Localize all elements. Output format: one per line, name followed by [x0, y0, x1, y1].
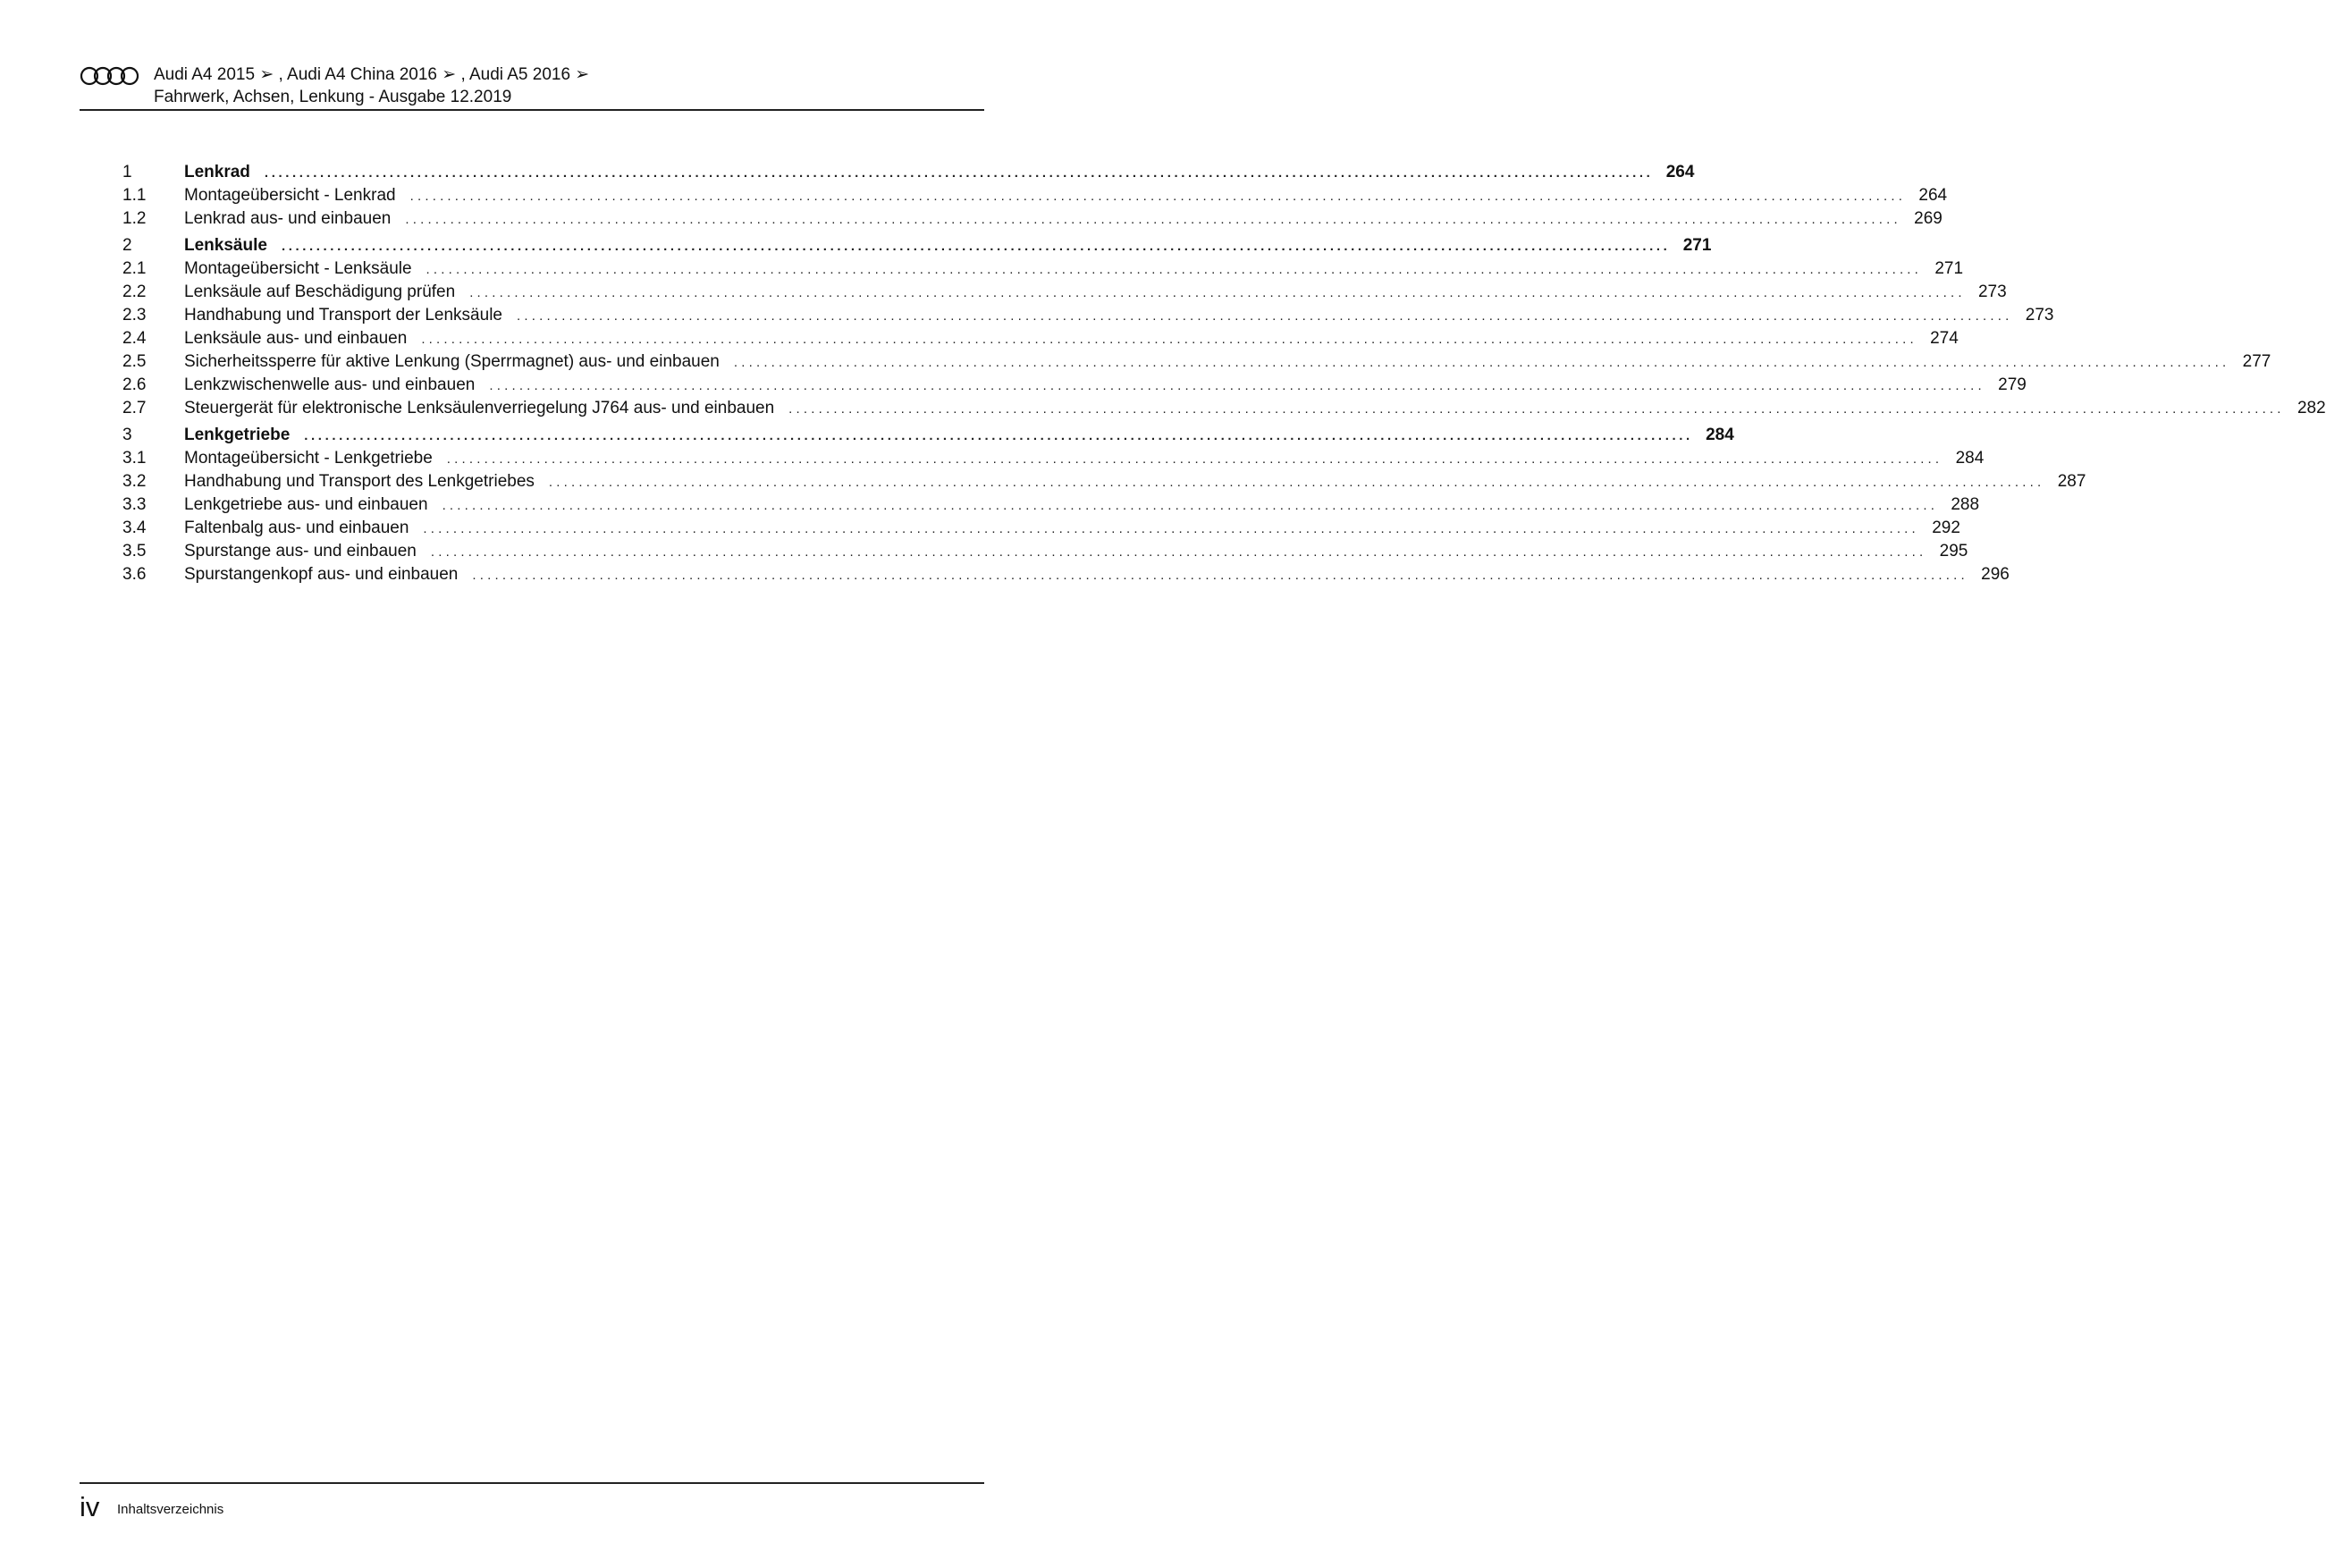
toc-dot-leader: ........................................................................................................................................................................................................ [733, 355, 2230, 370]
audi-four-rings-icon [80, 66, 140, 86]
toc-entry-line [184, 563, 2010, 587]
toc-entry-page[interactable]: 284 [1955, 449, 1985, 468]
toc-entry-number: 3.5 [122, 542, 147, 561]
toc-entry-page[interactable]: 273 [2025, 306, 2054, 325]
toc-entry-page[interactable]: 277 [2242, 352, 2271, 371]
toc-section-row[interactable] [122, 350, 2271, 374]
toc-section-row[interactable] [122, 493, 1980, 517]
toc-dot-leader: ........................................................................................................................................................................................................ [446, 451, 1943, 467]
toc-entry-line [184, 327, 1959, 351]
toc-dot-leader: ........................................................................................................................................................................................................ [423, 521, 1919, 536]
toc-entry-page[interactable]: 279 [1998, 375, 2027, 394]
toc-entry-title[interactable]: Montageübersicht - Lenksäule [184, 259, 412, 278]
toc-section-row[interactable] [122, 207, 1943, 231]
toc-entry-line [184, 517, 1960, 541]
toc-entry-line [184, 184, 1948, 208]
toc-entry-page[interactable]: 274 [1930, 329, 1959, 348]
toc-chapter-row[interactable] [122, 234, 1712, 257]
toc-entry-title[interactable]: Handhabung und Transport des Lenkgetriebes [184, 472, 535, 491]
toc-section-row[interactable] [122, 517, 1960, 540]
toc-entry-line [184, 424, 1734, 448]
toc-entry-line [184, 397, 2326, 421]
toc-entry-page[interactable]: 292 [1932, 518, 1960, 537]
toc-entry-page[interactable]: 288 [1951, 495, 1980, 514]
toc-dot-leader: ........................................................................................................................................................................................................ [516, 308, 2013, 324]
toc-entry-number: 3.3 [122, 495, 147, 514]
toc-entry-title[interactable]: Lenksäule aus- und einbauen [184, 329, 408, 348]
toc-entry-number: 1.1 [122, 186, 147, 205]
toc-entry-number: 2.7 [122, 399, 147, 417]
toc-chapter-row[interactable] [122, 424, 1734, 447]
toc-dot-leader: ........................................................................................................................................................................................................ [264, 165, 1654, 181]
toc-entry-title[interactable]: Montageübersicht - Lenkgetriebe [184, 449, 433, 468]
toc-dot-leader: ........................................................................................................................................................................................................ [426, 262, 1923, 277]
toc-entry-number: 3.2 [122, 472, 147, 491]
toc-dot-leader: ........................................................................................................................................................................................................ [430, 544, 1927, 560]
toc-entry-number: 2 [122, 236, 132, 255]
toc-entry-page[interactable]: 282 [2297, 399, 2326, 417]
toc-entry-title[interactable]: Handhabung und Transport der Lenksäule [184, 306, 502, 325]
toc-entry-title[interactable]: Spurstange aus- und einbauen [184, 542, 417, 561]
toc-entry-number: 2.5 [122, 352, 147, 371]
toc-entry-page[interactable]: 264 [1918, 186, 1948, 205]
toc-entry-number: 2.1 [122, 259, 147, 278]
table-of-contents [122, 161, 2326, 586]
footer-section-label: Inhaltsverzeichnis [117, 1502, 224, 1517]
toc-section-row[interactable] [122, 304, 2054, 327]
toc-section-row[interactable] [122, 540, 1968, 563]
toc-entry-line [184, 257, 1964, 282]
toc-entry-number: 3.4 [122, 518, 147, 537]
toc-entry-title[interactable]: Steuergerät für elektronische Lenksäulenverriegelung J764 aus- und einbauen [184, 399, 775, 417]
toc-entry-number: 2.3 [122, 306, 147, 325]
toc-section-row[interactable] [122, 397, 2326, 420]
toc-entry-page[interactable]: 271 [1682, 236, 1712, 255]
toc-entry-number: 2.4 [122, 329, 147, 348]
toc-entry-page[interactable]: 295 [1939, 542, 1968, 561]
toc-dot-leader: ........................................................................................................................................................................................................ [469, 285, 1966, 300]
toc-section-row[interactable] [122, 184, 1948, 207]
page-header [80, 63, 984, 111]
toc-section-row[interactable] [122, 257, 1964, 281]
toc-section-row[interactable] [122, 563, 2010, 586]
toc-entry-line [184, 470, 2086, 494]
toc-entry-page[interactable]: 287 [2057, 472, 2086, 491]
toc-entry-title[interactable]: Lenkzwischenwelle aus- und einbauen [184, 375, 476, 394]
toc-dot-leader: ........................................................................................................................................................................................................ [409, 189, 1907, 204]
toc-entry-number: 1.2 [122, 209, 147, 228]
toc-entry-line [184, 304, 2054, 328]
footer-divider [80, 1482, 984, 1484]
toc-dot-leader: ........................................................................................................................................................................................................ [788, 401, 2285, 417]
toc-dot-leader: ........................................................................................................................................................................................................ [548, 475, 2045, 490]
toc-entry-number: 2.6 [122, 375, 147, 394]
toc-section-row[interactable] [122, 374, 2027, 397]
toc-chapter-row[interactable] [122, 161, 1695, 184]
toc-entry-line [184, 161, 1695, 185]
toc-entry-title[interactable]: Lenksäule [184, 236, 267, 255]
toc-entry-line [184, 350, 2271, 375]
toc-section-row[interactable] [122, 281, 2007, 304]
footer-page-number: iv [80, 1491, 100, 1522]
toc-entry-line [184, 234, 1712, 258]
toc-entry-line [184, 540, 1968, 564]
toc-entry-title[interactable]: Montageübersicht - Lenkrad [184, 186, 396, 205]
toc-entry-title[interactable]: Faltenbalg aus- und einbauen [184, 518, 409, 537]
toc-entry-page[interactable]: 273 [1977, 282, 2007, 301]
toc-entry-page[interactable]: 269 [1914, 209, 1943, 228]
toc-entry-number: 3 [122, 426, 132, 444]
toc-section-row[interactable] [122, 447, 1985, 470]
toc-entry-line [184, 374, 2027, 398]
toc-entry-line [184, 493, 1980, 518]
toc-dot-leader: ........................................................................................................................................................................................................ [442, 498, 1939, 513]
toc-dot-leader: ........................................................................................................................................................................................................ [405, 212, 1901, 227]
toc-section-row[interactable] [122, 470, 2086, 493]
toc-entry-page[interactable]: 296 [1981, 565, 2010, 584]
toc-entry-page[interactable]: 264 [1665, 163, 1695, 181]
toc-dot-leader: ........................................................................................................................................................................................................ [489, 378, 1985, 393]
toc-entry-title[interactable]: Sicherheitssperre für aktive Lenkung (Sperrmagnet) aus- und einbauen [184, 352, 720, 371]
toc-entry-page[interactable]: 284 [1706, 426, 1734, 444]
header-subtitle: Fahrwerk, Achsen, Lenkung - Ausgabe 12.2019 [154, 88, 512, 106]
toc-dot-leader: ........................................................................................................................................................................................................ [281, 239, 1671, 254]
toc-entry-number: 3.1 [122, 449, 147, 468]
toc-dot-leader: ........................................................................................................................................................................................................ [421, 332, 1917, 347]
toc-entry-title[interactable]: Lenkrad aus- und einbauen [184, 209, 392, 228]
toc-dot-leader: ........................................................................................................................................................................................................ [304, 428, 1693, 443]
toc-entry-title[interactable]: Lenksäule auf Beschädigung prüfen [184, 282, 456, 301]
toc-entry-line [184, 281, 2007, 305]
toc-entry-title[interactable]: Lenkgetriebe [184, 426, 291, 444]
toc-entry-number: 3.6 [122, 565, 147, 584]
toc-dot-leader: ........................................................................................................................................................................................................ [472, 568, 1968, 583]
toc-entry-title[interactable]: Spurstangenkopf aus- und einbauen [184, 565, 459, 584]
header-model-line: Audi A4 2015 ➢ , Audi A4 China 2016 ➢ , Audi A5 2016 ➢ [154, 65, 590, 84]
toc-entry-number: 2.2 [122, 282, 147, 301]
toc-entry-page[interactable]: 271 [1934, 259, 1964, 278]
toc-entry-title[interactable]: Lenkgetriebe aus- und einbauen [184, 495, 428, 514]
toc-entry-line [184, 207, 1943, 232]
toc-entry-title[interactable]: Lenkrad [184, 163, 250, 181]
toc-entry-line [184, 447, 1985, 471]
toc-entry-number: 1 [122, 163, 132, 181]
toc-section-row[interactable] [122, 327, 1959, 350]
